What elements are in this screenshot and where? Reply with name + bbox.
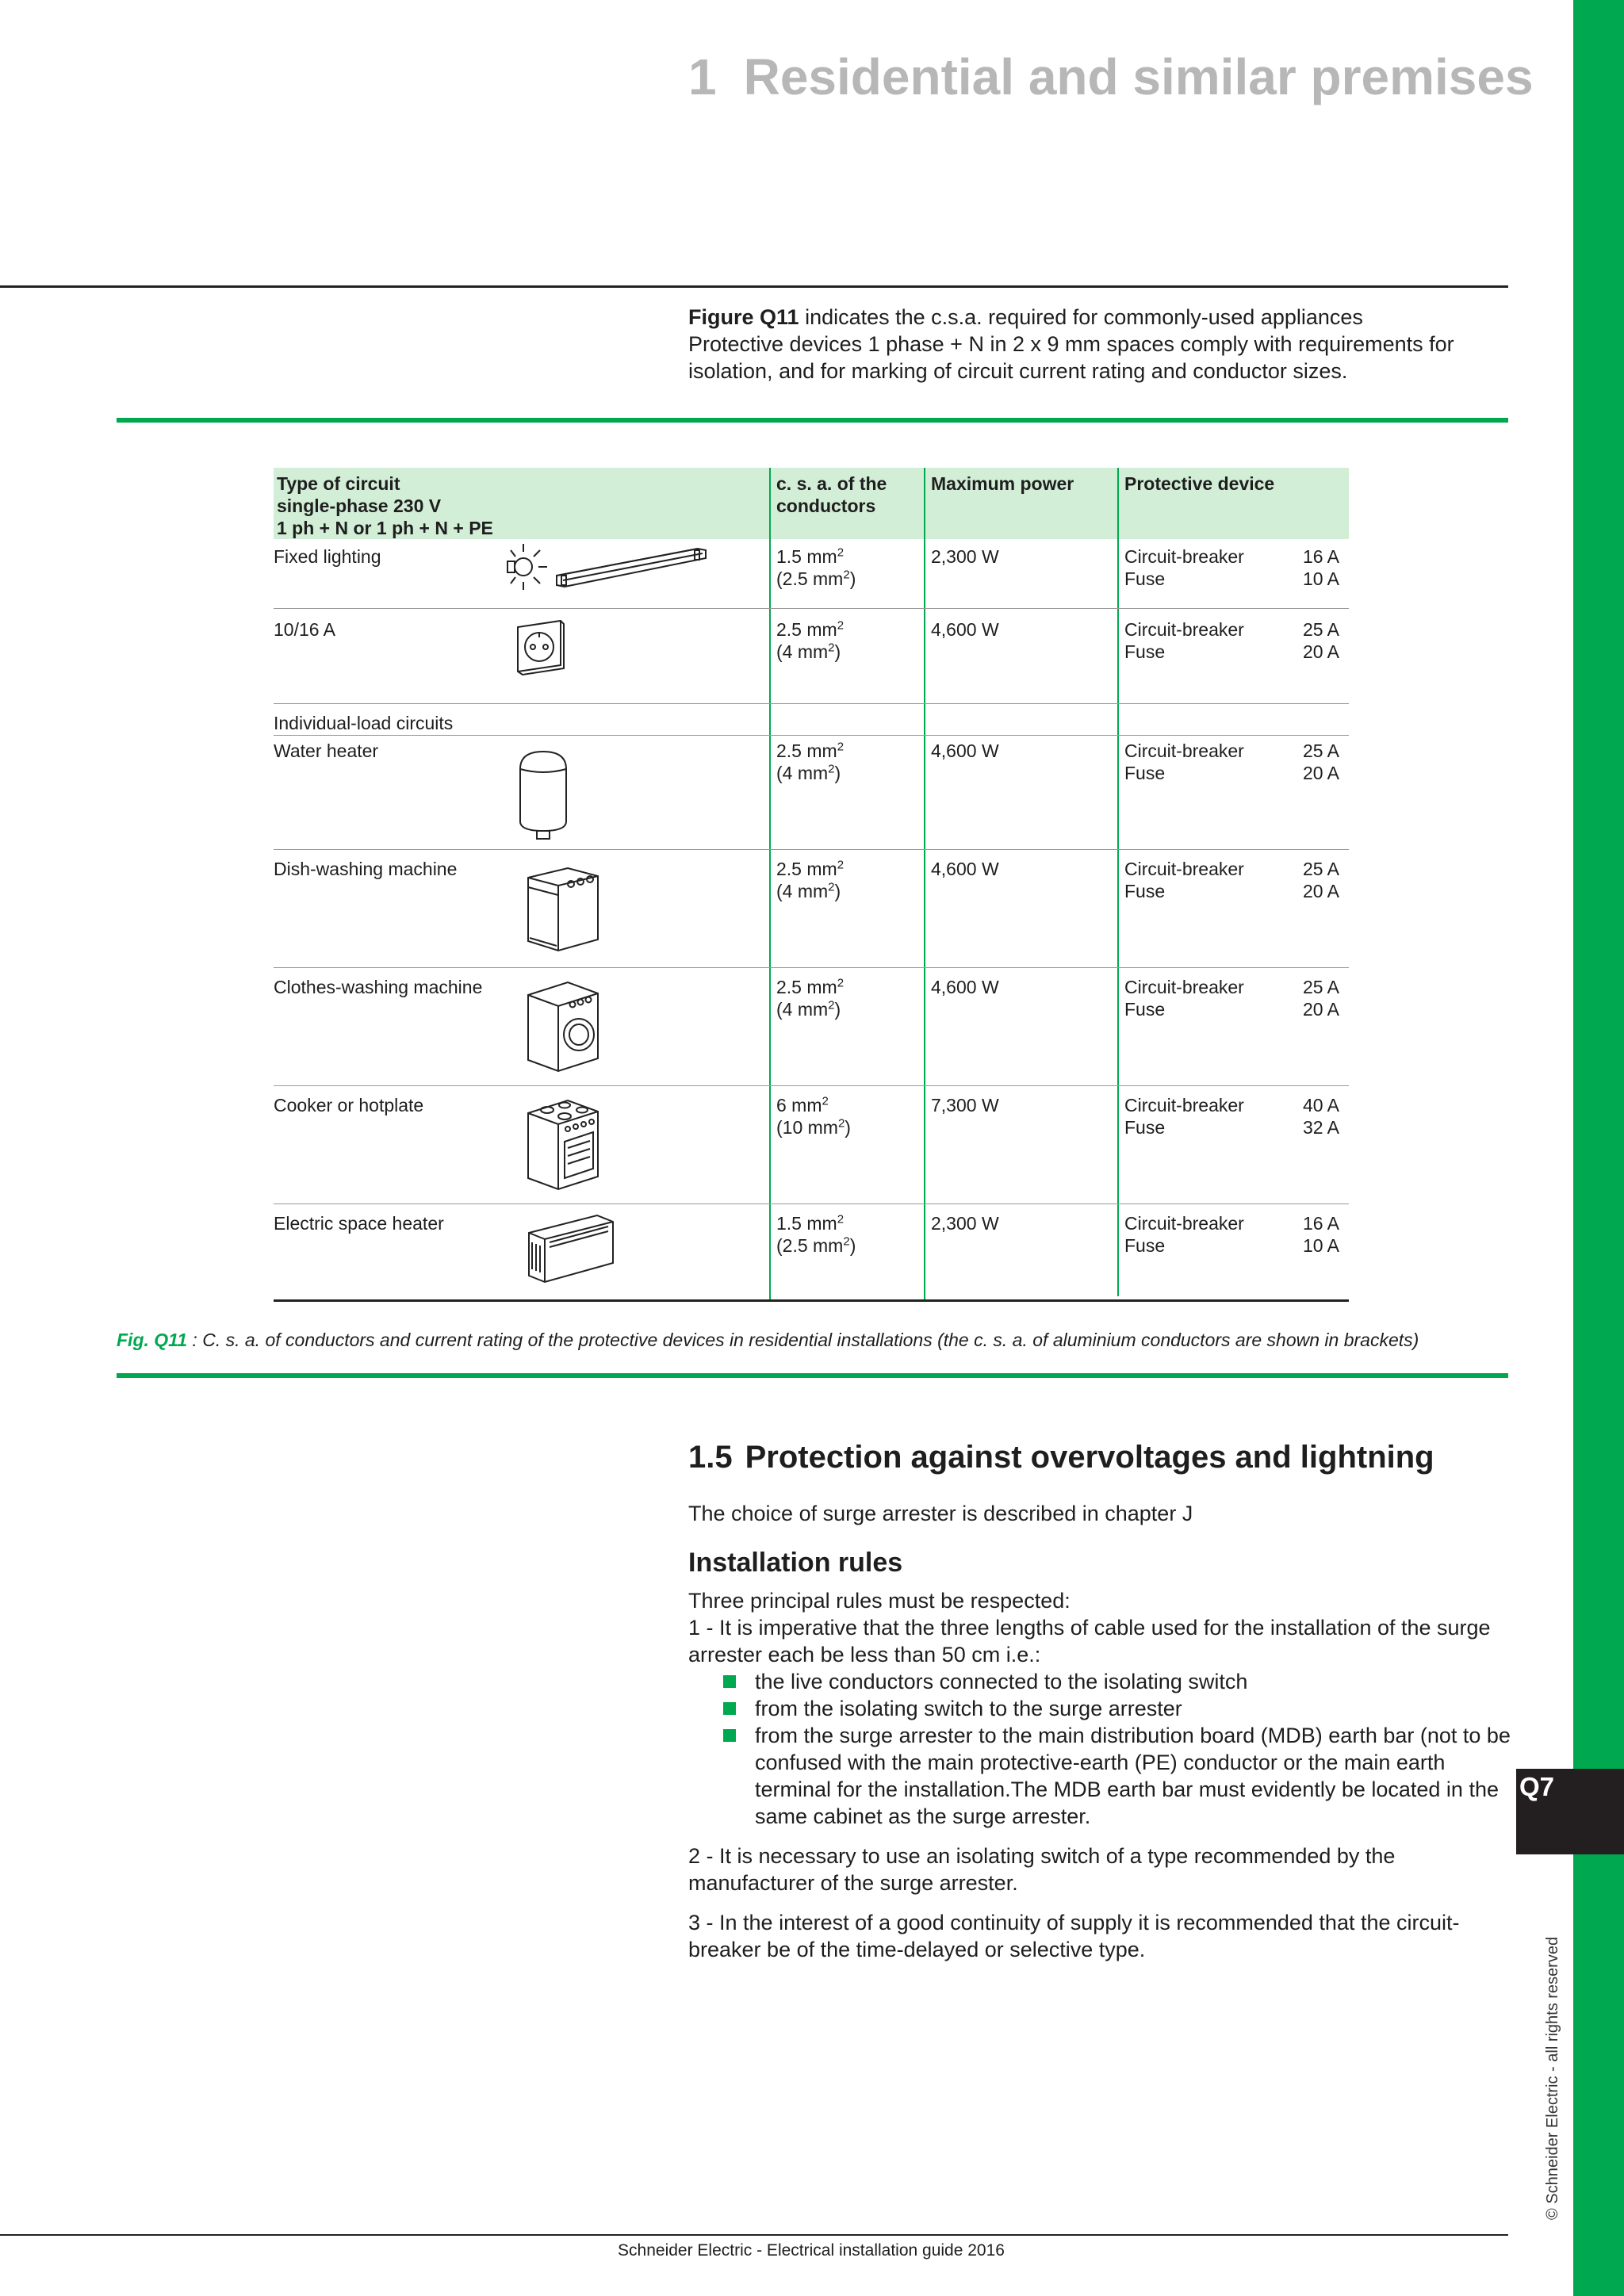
chapter-title <box>688 48 1534 106</box>
subheading: Installation rules <box>688 1548 903 1578</box>
section-number: 1.5 <box>688 1440 733 1475</box>
list-item: from the surge arrester to the main distribution board (MDB) earth bar (not to be confused with the main protective-earth (PE) conductor or the main earth terminal for the installation.The MDB earth bar must evidently be located in the same cabinet as the surge arrester. <box>688 1722 1513 1830</box>
header-max-power: Maximum power <box>931 473 1074 494</box>
table-header <box>274 468 1349 539</box>
rule-2: 2 - It is necessary to use an isolating switch of a type recommended by the manufacturer of the surge arrester. <box>688 1844 1396 1895</box>
list-item: from the isolating switch to the surge arrester <box>688 1695 1513 1722</box>
page-footer: Schneider Electric - Electrical installation guide 2016 <box>618 2241 1005 2260</box>
installation-rules <box>688 1587 1513 1963</box>
chapter-number: 1 <box>688 48 717 105</box>
figure-caption <box>117 1330 1512 1351</box>
conductor-table: Type of circuit single-phase 230 V 1 ph + N or 1 ph + N + PE c. s. a. of the conductors Maximum power Protective device Individual-load circuits Fixed lighting 1.5 $mm^2$ (2.5 $mm^2$) 2,300 W Circuit-breaker 16 A Fuse 10 A 10/16 A 2.5 $mm^2$ (4 $mm^2$) 4,600 W Circuit-breaker 25 A Fuse 20 A Water heater 2.5 $mm^2$ (4 $mm^2$) 4,600 W Circuit-breaker 25 A Fuse 20 A Dish-washing machine 2.5 $mm^2$ (4 $mm^2$) 4,600 W Circuit-breaker 25 A Fuse 20 A Clothes-washing machine 2.5 $mm^2$ (4 $mm^2$) 4,600 W Circuit-breaker 25 A Fuse 20 A Cooker or hotplate 6 $mm^2$ (10 $mm^2$) 7,300 W Circuit-breaker 40 A Fuse 32 A Electric space heater 1.5 $mm^2$ (2.5 $mm^2$) 2,300 W Circuit-breaker 16 A Fuse 10 A <box>274 468 1349 1302</box>
column-divider <box>769 468 771 1299</box>
column-divider <box>924 468 925 1299</box>
space-heater-icon <box>526 1211 617 1290</box>
column-divider <box>1117 468 1119 1296</box>
section-title: Protection against overvoltages and lightning <box>745 1440 1434 1475</box>
rule-3: 3 - In the interest of a good continuity of supply it is recommended that the circuit-breaker be of the time-delayed or selective type. <box>688 1911 1460 1961</box>
figure-reference: Figure Q11 <box>688 305 799 329</box>
rule-1: 1 - It is imperative that the three lengths of cable used for the installation of the surge arrester each be less than 50 cm i.e.: <box>688 1616 1491 1667</box>
caption-text: : C. s. a. of conductors and current rating of the protective devices in residential installations (the c. s. a. of aluminium conductors are shown in brackets) <box>187 1330 1419 1350</box>
green-rule-top <box>117 418 1508 423</box>
cooker-icon <box>523 1096 603 1195</box>
header-type-of-circuit: Type of circuit single-phase 230 V 1 ph + N or 1 ph + N + PE <box>277 473 493 538</box>
bullet-square-icon <box>723 1702 736 1715</box>
bullet-square-icon <box>723 1675 736 1688</box>
list-item: the live conductors connected to the isolating switch <box>688 1668 1513 1695</box>
green-rule-bottom <box>117 1373 1508 1378</box>
lamp-icon <box>500 541 722 596</box>
section-label: Individual-load circuits <box>274 713 454 733</box>
washing-machine-icon <box>523 978 603 1077</box>
footer-rule <box>0 2234 1508 2236</box>
section-paragraph: The choice of surge arrester is described in chapter J <box>688 1502 1193 1525</box>
water-heater-icon <box>515 748 571 844</box>
side-green-bar <box>1573 0 1624 2296</box>
header-csa: c. s. a. of the conductors <box>776 473 887 516</box>
section-heading <box>688 1440 1434 1475</box>
page-number-tab: Q7 <box>1516 1769 1624 1854</box>
intro-paragraph: Figure Q11 indicates the c.s.a. required for commonly-used appliances Protective devices 1 phase + N in 2 x 9 mm spaces comply with requirements for isolation, and for marking of circuit current rating and conductor sizes. <box>688 305 1454 383</box>
table-bottom-rule <box>274 1299 1349 1302</box>
socket-outlet-icon <box>515 618 570 678</box>
header-protective-device: Protective device <box>1124 473 1275 494</box>
caption-label: Fig. Q11 <box>117 1330 188 1350</box>
top-rule <box>0 285 1508 288</box>
chapter-title-text: Residential and similar premises <box>743 48 1534 105</box>
rules-lead: Three principal rules must be respected: <box>688 1589 1071 1613</box>
bullet-square-icon <box>723 1729 736 1742</box>
dishwasher-icon <box>523 863 603 959</box>
copyright-notice: © Schneider Electric - all rights reserved <box>1544 1936 1561 2220</box>
